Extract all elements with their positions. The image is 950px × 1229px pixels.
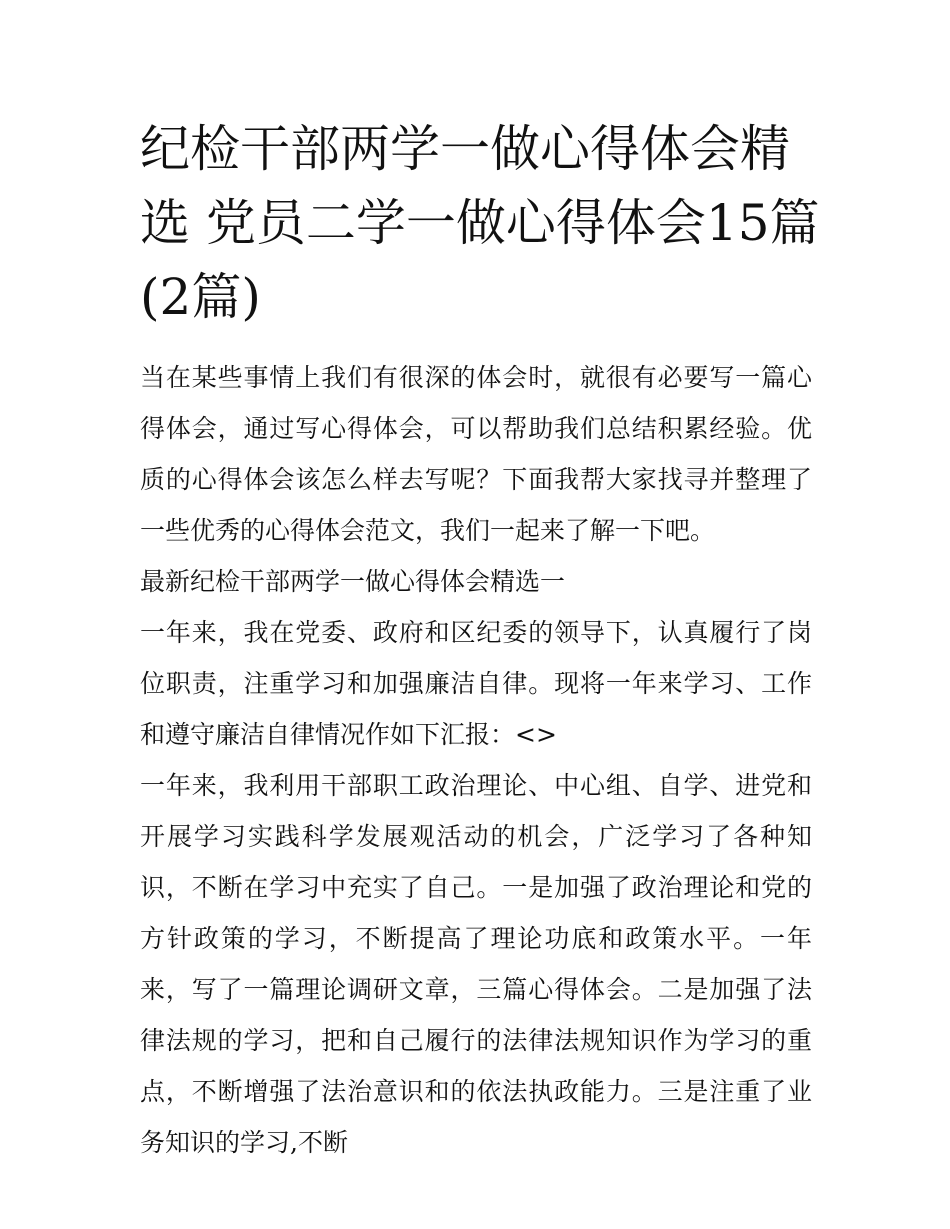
section-heading: 最新纪检干部两学一做心得体会精选一	[140, 567, 566, 596]
body-paragraph: 一年来，我在党委、政府和区纪委的领导下，认真履行了岗位职责，注重学习和加强廉洁自律。现将一年来学习、工作和遵守廉洁自律情况作如下汇报：<>	[140, 618, 812, 749]
document-title: 纪检干部两学一做心得体会精选 党员二学一做心得体会15篇(2篇)	[140, 120, 820, 326]
document-body	[140, 352, 812, 1168]
body-paragraph: 一年来，我利用干部职工政治理论、中心组、自学、进党和开展学习实践科学发展观活动的机会，广泛学习了各种知识，不断在学习中充实了自己。一是加强了政治理论和党的方针政策的学习，不断提高了理论功底和政策水平。一年来，写了一篇理论调研文章，三篇心得体会。二是加强了法律法规的学习，把和自己履行的法律法规知识作为学习的重点，不断增强了法治意识和的依法执政能力。三是注重了业务知识的学习,不断	[140, 771, 812, 1157]
intro-paragraph: 当在某些事情上我们有很深的体会时，就很有必要写一篇心得体会，通过写心得体会，可以帮助我们总结积累经验。优质的心得体会该怎么样去写呢？下面我帮大家找寻并整理了一些优秀的心得体会范文，我们一起来了解一下吧。	[140, 363, 812, 545]
